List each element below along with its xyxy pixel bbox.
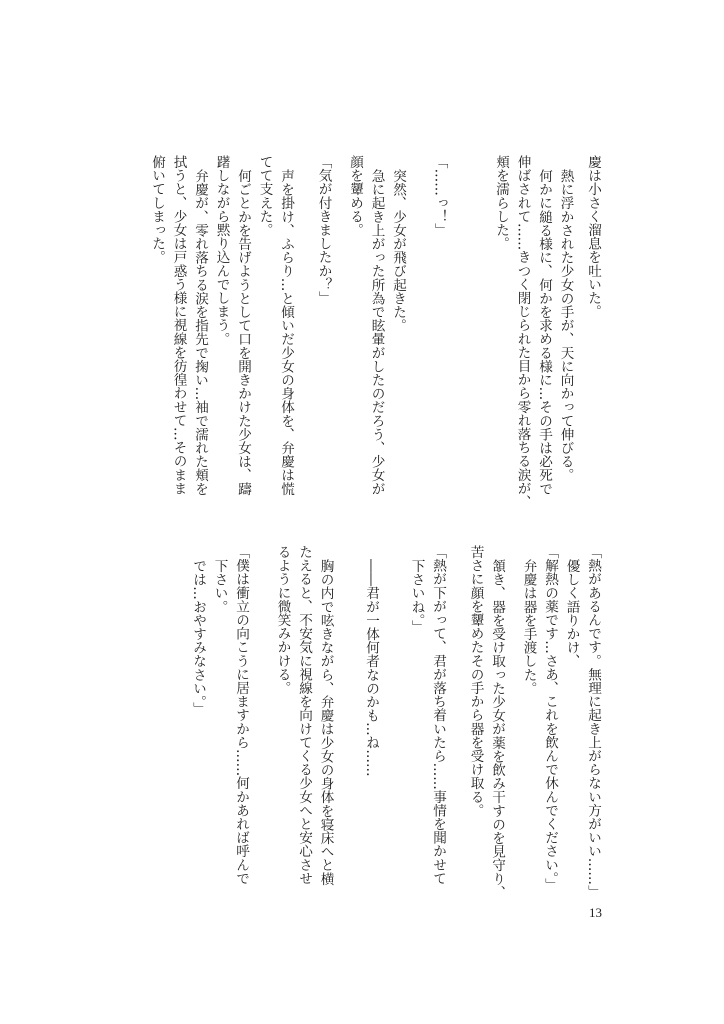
text-line: 突然、少女が飛び起きた。: [390, 168, 406, 332]
dialogue-line: 「……っ！」: [431, 155, 448, 237]
lower-text-block: [187, 545, 604, 915]
dialogue-line: 下さい。: [211, 558, 228, 613]
text-line: 慶は小さく溜息を吐いた。: [585, 155, 601, 319]
upper-text-block: [146, 155, 604, 525]
text-line: 弁慶は器を手渡した。: [520, 558, 537, 695]
text-line: 何かに縋る様に、何かを求める様に…その手は必死で: [536, 168, 552, 495]
dialogue-line: 「熱があるんです。無理に起き上がらない方がいい……」: [585, 545, 601, 899]
text-line: 何ごとかを告げようとして口を開きかけた少女は、躊: [235, 168, 251, 495]
text-line: 声を掛け、ふらり…と傾いだ少女の身体を、弁慶は慌: [278, 168, 294, 495]
text-line: 頷き、器を受け取った少女が薬を飲み干すのを見守り、: [489, 558, 505, 899]
page-number: 13: [589, 905, 602, 920]
text-line: てて支えた。: [256, 155, 273, 237]
dialogue-line: 「気が付きましたか？」: [315, 155, 332, 305]
text-line: 優しく語りかけ、: [563, 558, 580, 668]
dialogue-line: 「熱が下がって、君が落ち着いたら……事情を聞かせて: [430, 545, 446, 885]
text-line: 胸の内で呟きながら、弁慶は少女の身体を寝床へと横: [317, 558, 334, 885]
text-line: たえると、不安気に視線を向けてくる少女へと安心させ: [296, 545, 312, 885]
text-line: るように微笑みかける。: [274, 545, 291, 695]
dialogue-line: 「解熱の薬です…さあ、これを飲んで休んでください。」: [542, 545, 558, 892]
text-line: 躇しながら黙り込んでしまう。: [213, 155, 230, 346]
text-line: ――君が一体何者なのかも…ね……: [363, 558, 379, 777]
text-line: 拭うと、少女は戸惑う様に視線を彷徨わせて…そのまま: [170, 155, 187, 495]
text-line: 顔を顰める。: [347, 155, 363, 237]
text-line: 弁慶が、零れ落ちる涙を指先で掬い…袖で濡れた頬を: [192, 168, 208, 495]
text-line: 伸ばされて……きつく閉じられた目から零れ落ちる涙が、: [514, 155, 531, 509]
dialogue-line: では…おやすみなさい。」: [190, 558, 206, 715]
dialogue-line: 「僕は衝立の向こうに居ますから……何かあれば呼んで: [233, 545, 249, 885]
text-line: 苦さに顔を顰めたその手から器を受け取る。: [467, 545, 484, 817]
text-line: 急に起き上がった所為で眩暈がしたのだろう、少女が: [368, 168, 385, 495]
dialogue-line: 下さいね。」: [408, 558, 425, 634]
text-line: 俯いてしまった。: [149, 155, 165, 264]
text-line: 頬を濡らした。: [493, 155, 509, 251]
text-line: 熱に浮かされた少女の手が、天に向かって伸びる。: [557, 168, 574, 482]
